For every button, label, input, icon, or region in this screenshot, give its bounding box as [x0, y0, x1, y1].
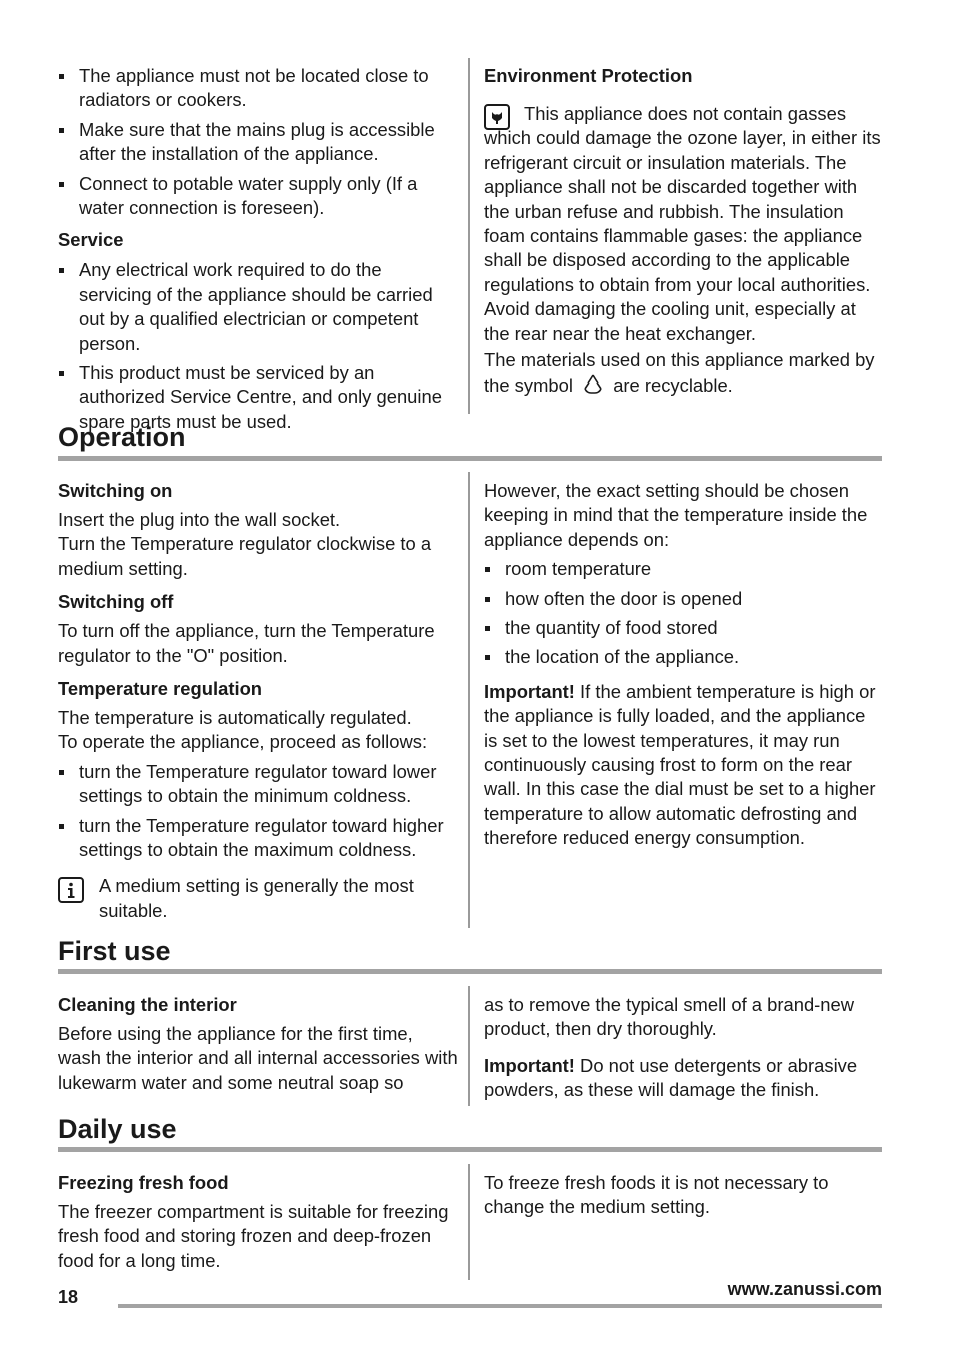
website-link: www.zanussi.com	[727, 1279, 882, 1299]
settings-intro: However, the exact setting should be chosen keeping in mind that the temperature inside the appliance depends on:	[484, 480, 868, 550]
column-divider	[468, 986, 470, 1106]
important-label: Important!	[484, 1054, 575, 1076]
list-item: Make sure that the mains plug is accessible after the installation of the appliance.	[58, 118, 458, 167]
cleaning-heading: Cleaning the interior	[58, 994, 237, 1015]
list-item: The appliance must not be located close to radiators or cookers.	[58, 64, 458, 113]
service-bullets	[58, 258, 458, 434]
temperature-line: The temperature is automatically regulated.	[58, 707, 412, 729]
freezing-text: The freezer compartment is suitable for freezing fresh food and storing frozen and deep-frozen food for a long time.	[58, 1201, 449, 1271]
important-note	[484, 680, 882, 851]
recycle-icon	[581, 372, 605, 396]
list-item: Any electrical work required to do the servicing of the appliance should be carried out by a qualified electrician or competent person.	[58, 258, 458, 356]
first-use-right-column	[484, 993, 882, 1103]
switching-off-text: To turn off the appliance, turn the Temperature regulator to the "O" position.	[58, 620, 435, 666]
important-text: Do not use detergents or abrasive powders, as these will damage the finish.	[484, 1054, 858, 1101]
daily-use-left-column	[58, 1171, 458, 1273]
environment-heading: Environment Protection	[484, 65, 693, 86]
important-text: If the ambient temperature is high or the appliance is fully loaded, and the appliance is set to the lowest temperatures, it may run continuously causing frost to form on the rear wall. In this case the dial must be set to a higher temperature to allow automatic defrosting and therefore reduced energy consumption.	[484, 680, 876, 849]
section-title-operation: Operation	[58, 422, 186, 452]
important-label: Important!	[484, 680, 575, 702]
list-item: the location of the appliance.	[484, 645, 882, 669]
list-item: room temperature	[484, 557, 882, 581]
page-number: 18	[58, 1287, 79, 1307]
column-divider	[468, 58, 470, 414]
environment-text: This appliance does not contain gasses which could damage the ozone layer, in either its refrigerant circuit or insulation materials. The appliance shall not be discarded together with the urban refuse and rubbish. The insulation foam contains flammable gases: the appliance shall be disposed according to the applicable regulations to obtain from your local authorities. Avoid damaging the cooling unit, especially at the rear near the heat exchanger.	[484, 103, 881, 344]
column-divider	[468, 472, 470, 928]
operation-right-column	[484, 479, 882, 851]
section-rule	[58, 1147, 882, 1152]
freezing-setting-text: To freeze fresh foods it is not necessary to change the medium setting.	[484, 1172, 829, 1218]
top-left-column	[58, 64, 458, 439]
list-item: the quantity of food stored	[484, 616, 882, 640]
temperature-line: To operate the appliance, proceed as follows:	[58, 731, 428, 753]
list-item: turn the Temperature regulator toward higher settings to obtain the maximum coldness.	[58, 814, 458, 863]
list-item: turn the Temperature regulator toward lower settings to obtain the minimum coldness.	[58, 760, 458, 809]
section-title-first-use: First use	[58, 936, 171, 966]
cleaning-text: Before using the appliance for the first time, wash the interior and all internal accessories with lukewarm water and some neutral soap so	[58, 1023, 458, 1093]
important-note	[484, 1054, 882, 1103]
installation-bullets	[58, 64, 458, 220]
list-item: Connect to potable water supply only (If a water connection is foreseen).	[58, 172, 458, 221]
section-rule	[58, 456, 882, 461]
section-rule	[58, 969, 882, 974]
freezing-heading: Freezing fresh food	[58, 1172, 229, 1193]
info-note	[58, 874, 458, 923]
service-heading: Service	[58, 229, 124, 251]
list-item: This product must be serviced by an authorized Service Centre, and only genuine spare parts must be used.	[58, 361, 458, 434]
switching-off-heading: Switching off	[58, 591, 174, 613]
switching-on-line: Turn the Temperature regulator clockwise to a medium setting.	[58, 533, 432, 579]
switching-on-line: Insert the plug into the wall socket.	[58, 509, 341, 530]
operation-left-column	[58, 479, 458, 923]
section-title-daily-use: Daily use	[58, 1114, 177, 1144]
cleaning-continued: as to remove the typical smell of a brand-new product, then dry thoroughly.	[484, 994, 855, 1040]
environment-icon	[484, 104, 510, 130]
recycle-text-before: The materials used on this appliance marked by the symbol	[484, 349, 875, 397]
settings-factors	[484, 557, 882, 670]
list-item: how often the door is opened	[484, 587, 882, 611]
temperature-regulation-heading: Temperature regulation	[58, 678, 263, 700]
switching-on-heading: Switching on	[58, 480, 173, 501]
first-use-left-column	[58, 993, 458, 1095]
column-divider	[468, 1164, 470, 1280]
top-right-column	[484, 64, 882, 399]
info-icon	[58, 877, 84, 903]
recycle-text-after: are recyclable.	[613, 375, 733, 397]
daily-use-right-column	[484, 1171, 882, 1220]
info-note-text: A medium setting is generally the most suitable.	[99, 875, 414, 921]
recycle-sentence	[484, 348, 882, 399]
temperature-bullets	[58, 760, 458, 863]
footer-rule	[118, 1304, 882, 1308]
